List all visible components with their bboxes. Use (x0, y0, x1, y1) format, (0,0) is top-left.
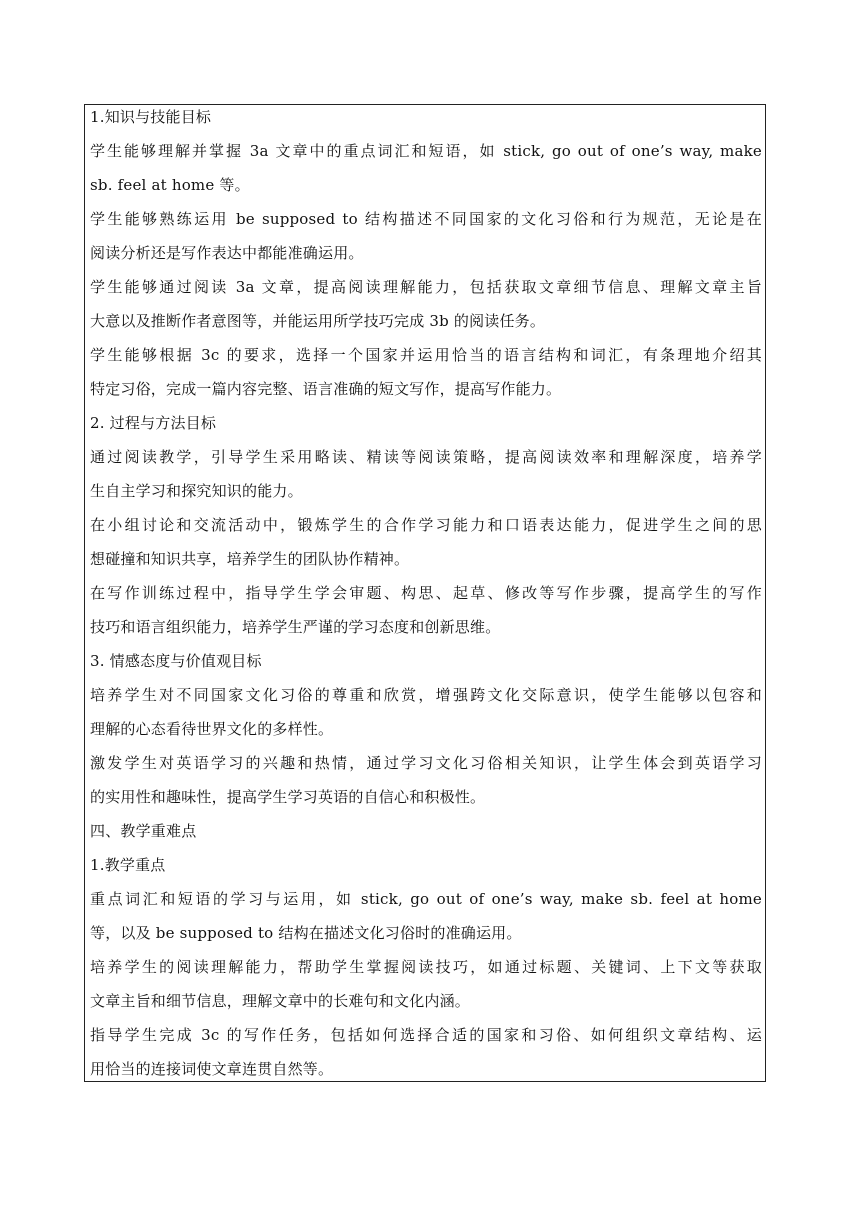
text-line: 等，以及 be supposed to 结构在描述文化习俗时的准确运用。 (90, 924, 522, 942)
text-line: 在写作训练过程中，指导学生学会审题、构思、起草、修改等写作步骤，提高学生的写作 (90, 584, 762, 602)
text-line: 学生能够通过阅读 3a 文章，提高阅读理解能力，包括获取文章细节信息、理解文章主旨 (90, 278, 762, 296)
heading-teaching-key-difficult-points: 四、教学重难点 (90, 822, 197, 840)
heading-emotion-value-goals: 3. 情感态度与价值观目标 (90, 652, 262, 670)
text-line: 文章主旨和细节信息，理解文章中的长难句和文化内涵。 (90, 992, 471, 1010)
text-line: 培养学生对不同国家文化习俗的尊重和欣赏，增强跨文化交际意识，使学生能够以包容和 (90, 686, 762, 704)
text-line: 学生能够熟练运用 be supposed to 结构描述不同国家的文化习俗和行为规范，无论是在 (90, 210, 762, 228)
text-line: 理解的心态看待世界文化的多样性。 (90, 720, 334, 738)
text-line: 学生能够根据 3c 的要求，选择一个国家并运用恰当的语言结构和词汇，有条理地介绍其 (90, 346, 762, 364)
text-line: 阅读分析还是写作表达中都能准确运用。 (90, 244, 364, 262)
text-line: 技巧和语言组织能力，培养学生严谨的学习态度和创新思维。 (90, 618, 501, 636)
text-line: 生自主学习和探究知识的能力。 (90, 482, 303, 500)
text-line: 重点词汇和短语的学习与运用，如 stick, go out of one’s way, make sb. feel at home (90, 890, 762, 908)
heading-process-method-goals: 2. 过程与方法目标 (90, 414, 217, 432)
text-line: 通过阅读教学，引导学生采用略读、精读等阅读策略，提高阅读效率和理解深度，培养学 (90, 448, 762, 466)
text-line: 想碰撞和知识共享，培养学生的团队协作精神。 (90, 550, 410, 568)
text-line: 的实用性和趣味性，提高学生学习英语的自信心和积极性。 (90, 788, 486, 806)
text-line: 激发学生对英语学习的兴趣和热情，通过学习文化习俗相关知识，让学生体会到英语学习 (90, 754, 762, 772)
text-line: 培养学生的阅读理解能力，帮助学生掌握阅读技巧，如通过标题、关键词、上下文等获取 (90, 958, 762, 976)
text-line: 特定习俗，完成一篇内容完整、语言准确的短文写作，提高写作能力。 (90, 380, 562, 398)
text-line: 用恰当的连接词使文章连贯自然等。 (90, 1060, 334, 1078)
heading-knowledge-skill-goals: 1.知识与技能目标 (90, 108, 212, 126)
text-line: 大意以及推断作者意图等，并能运用所学技巧完成 3b 的阅读任务。 (90, 312, 546, 330)
text-line: 学生能够理解并掌握 3a 文章中的重点词汇和短语，如 stick, go out of one’s way, make (90, 142, 762, 160)
text-line: sb. feel at home 等。 (90, 176, 250, 194)
text-line: 指导学生完成 3c 的写作任务，包括如何选择合适的国家和习俗、如何组织文章结构、运 (90, 1026, 762, 1044)
heading-teaching-key-points: 1.教学重点 (90, 856, 166, 874)
text-line: 在小组讨论和交流活动中，锻炼学生的合作学习能力和口语表达能力，促进学生之间的思 (90, 516, 762, 534)
